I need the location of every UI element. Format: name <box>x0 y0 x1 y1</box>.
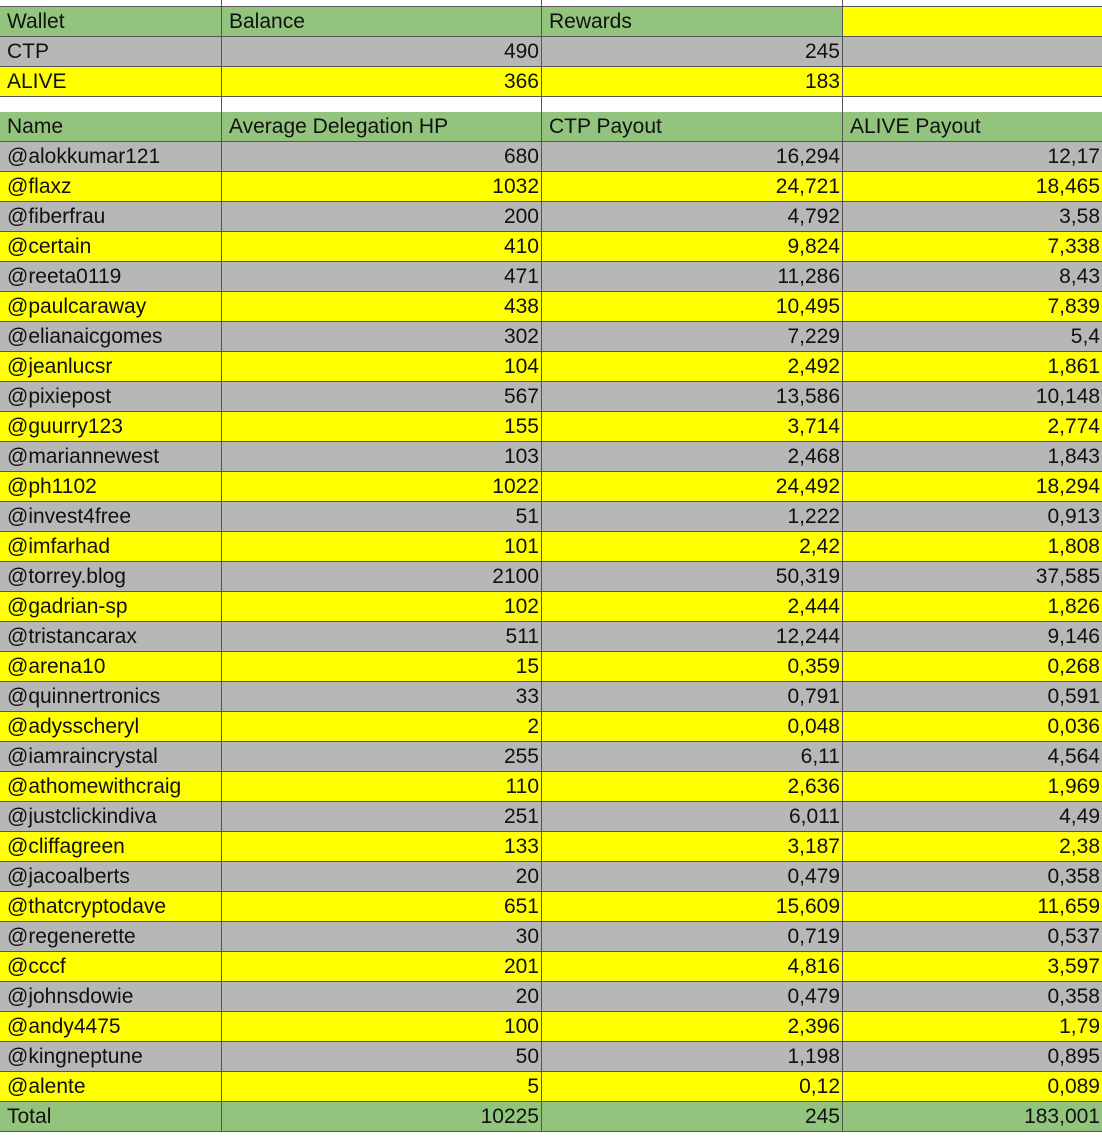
hp-cell[interactable]: 1032 <box>222 172 542 202</box>
blank-header-cell[interactable] <box>843 7 1102 37</box>
total-ctp-cell[interactable]: 245 <box>542 1102 843 1132</box>
payout-header-row <box>0 112 1102 142</box>
alive-payout-cell[interactable]: 0,913 <box>843 502 1102 532</box>
name-cell[interactable]: @athomewithcraig <box>0 772 222 802</box>
ctp-payout-cell[interactable]: 1,198 <box>542 1042 843 1072</box>
alive-payout-cell[interactable]: 0,895 <box>843 1042 1102 1072</box>
rewards-cell[interactable]: 245 <box>542 37 843 67</box>
name-cell[interactable]: @regenerette <box>0 922 222 952</box>
name-cell[interactable]: @cccf <box>0 952 222 982</box>
table-row <box>0 382 1102 412</box>
table-row <box>0 562 1102 592</box>
blank-cell[interactable] <box>222 0 542 7</box>
alive-payout-cell[interactable]: 18,294 <box>843 472 1102 502</box>
hp-cell[interactable]: 567 <box>222 382 542 412</box>
name-cell[interactable]: @mariannewest <box>0 442 222 472</box>
name-cell[interactable]: @guurry123 <box>0 412 222 442</box>
table-row <box>0 532 1102 562</box>
name-cell[interactable]: @arena10 <box>0 652 222 682</box>
ctp-payout-cell[interactable]: 0,791 <box>542 682 843 712</box>
table-row <box>0 1072 1102 1102</box>
name-cell[interactable]: @tristancarax <box>0 622 222 652</box>
ctp-payout-cell[interactable]: 6,011 <box>542 802 843 832</box>
hp-cell[interactable]: 50 <box>222 1042 542 1072</box>
ctp-payout-cell[interactable]: 24,492 <box>542 472 843 502</box>
name-cell[interactable]: @thatcryptodave <box>0 892 222 922</box>
ctp-payout-cell[interactable]: 0,479 <box>542 982 843 1012</box>
table-row <box>0 712 1102 742</box>
hp-cell[interactable]: 20 <box>222 862 542 892</box>
wallet-row-alive <box>0 67 1102 97</box>
blank-cell[interactable] <box>843 67 1102 97</box>
ctp-payout-cell[interactable]: 13,586 <box>542 382 843 412</box>
hp-cell[interactable]: 302 <box>222 322 542 352</box>
table-row <box>0 832 1102 862</box>
name-cell[interactable]: @certain <box>0 232 222 262</box>
name-cell[interactable]: @gadrian-sp <box>0 592 222 622</box>
table-row <box>0 652 1102 682</box>
name-cell[interactable]: @quinnertronics <box>0 682 222 712</box>
total-row <box>0 1102 1102 1132</box>
name-cell[interactable]: @reeta0119 <box>0 262 222 292</box>
name-cell[interactable]: @elianaicgomes <box>0 322 222 352</box>
hp-cell[interactable]: 255 <box>222 742 542 772</box>
alive-payout-cell[interactable]: 8,43 <box>843 262 1102 292</box>
ctp-payout-cell[interactable]: 3,187 <box>542 832 843 862</box>
hp-cell[interactable]: 133 <box>222 832 542 862</box>
alive-payout-cell[interactable]: 0,591 <box>843 682 1102 712</box>
hp-header-cell[interactable]: Average Delegation HP <box>222 112 542 142</box>
name-cell[interactable]: @justclickindiva <box>0 802 222 832</box>
alive-payout-cell[interactable]: 37,585 <box>843 562 1102 592</box>
hp-cell[interactable]: 200 <box>222 202 542 232</box>
hp-cell[interactable]: 410 <box>222 232 542 262</box>
alive-payout-cell[interactable]: 11,659 <box>843 892 1102 922</box>
name-cell[interactable]: @invest4free <box>0 502 222 532</box>
hp-cell[interactable]: 30 <box>222 922 542 952</box>
table-row <box>0 772 1102 802</box>
table-row <box>0 322 1102 352</box>
hp-cell[interactable]: 155 <box>222 412 542 442</box>
name-header-cell[interactable]: Name <box>0 112 222 142</box>
wallet-name-cell[interactable]: CTP <box>0 37 222 67</box>
top-strip <box>0 0 1102 7</box>
table-row <box>0 862 1102 892</box>
name-cell[interactable]: @pixiepost <box>0 382 222 412</box>
name-cell[interactable]: @kingneptune <box>0 1042 222 1072</box>
ctp-payout-cell[interactable]: 15,609 <box>542 892 843 922</box>
alive-payout-cell[interactable]: 18,465 <box>843 172 1102 202</box>
alive-payout-cell[interactable]: 1,826 <box>843 592 1102 622</box>
hp-cell[interactable]: 100 <box>222 1012 542 1042</box>
ctp-payout-cell[interactable]: 1,222 <box>542 502 843 532</box>
name-cell[interactable]: @flaxz <box>0 172 222 202</box>
ctp-payout-cell[interactable]: 4,792 <box>542 202 843 232</box>
hp-cell[interactable]: 471 <box>222 262 542 292</box>
rewards-header-cell[interactable]: Rewards <box>542 7 843 37</box>
ctp-payout-cell[interactable]: 0,359 <box>542 652 843 682</box>
balance-header-cell[interactable]: Balance <box>222 7 542 37</box>
alive-payout-cell[interactable]: 0,358 <box>843 982 1102 1012</box>
name-cell[interactable]: @alokkumar121 <box>0 142 222 172</box>
alive-payout-cell[interactable]: 1,843 <box>843 442 1102 472</box>
table-row <box>0 952 1102 982</box>
table-row <box>0 1012 1102 1042</box>
ctp-payout-cell[interactable]: 0,048 <box>542 712 843 742</box>
alive-payout-cell[interactable]: 0,036 <box>843 712 1102 742</box>
ctp-payout-cell[interactable]: 2,636 <box>542 772 843 802</box>
ctp-payout-cell[interactable]: 2,468 <box>542 442 843 472</box>
alive-payout-cell[interactable]: 1,808 <box>843 532 1102 562</box>
hp-cell[interactable]: 102 <box>222 592 542 622</box>
table-row <box>0 172 1102 202</box>
name-cell[interactable]: @adysscheryl <box>0 712 222 742</box>
hp-cell[interactable]: 110 <box>222 772 542 802</box>
alive-payout-cell[interactable]: 0,537 <box>843 922 1102 952</box>
hp-cell[interactable]: 651 <box>222 892 542 922</box>
alive-payout-cell[interactable]: 2,774 <box>843 412 1102 442</box>
alive-payout-cell[interactable]: 4,49 <box>843 802 1102 832</box>
hp-cell[interactable]: 33 <box>222 682 542 712</box>
alive-payout-cell[interactable]: 0,358 <box>843 862 1102 892</box>
ctp-payout-cell[interactable]: 6,11 <box>542 742 843 772</box>
table-row <box>0 622 1102 652</box>
alive-payout-cell[interactable]: 1,79 <box>843 1012 1102 1042</box>
table-row <box>0 742 1102 772</box>
alive-payout-cell[interactable]: 10,148 <box>843 382 1102 412</box>
ctp-payout-cell[interactable]: 2,444 <box>542 592 843 622</box>
hp-cell[interactable]: 101 <box>222 532 542 562</box>
blank-cell[interactable] <box>843 37 1102 67</box>
alive-payout-cell[interactable]: 1,861 <box>843 352 1102 382</box>
hp-cell[interactable]: 2 <box>222 712 542 742</box>
table-row <box>0 922 1102 952</box>
wallet-header-cell[interactable]: Wallet <box>0 7 222 37</box>
hp-cell[interactable]: 438 <box>222 292 542 322</box>
table-row <box>0 592 1102 622</box>
hp-cell[interactable]: 20 <box>222 982 542 1012</box>
alive-payout-cell[interactable]: 12,17 <box>843 142 1102 172</box>
alive-payout-cell[interactable]: 1,969 <box>843 772 1102 802</box>
alive-payout-cell[interactable]: 9,146 <box>843 622 1102 652</box>
table-row <box>0 802 1102 832</box>
alive-payout-cell[interactable]: 2,38 <box>843 832 1102 862</box>
ctp-payout-cell[interactable]: 2,42 <box>542 532 843 562</box>
alive-payout-cell[interactable]: 7,839 <box>843 292 1102 322</box>
hp-cell[interactable]: 511 <box>222 622 542 652</box>
alive-payout-cell[interactable]: 3,597 <box>843 952 1102 982</box>
ctp-payout-header-cell[interactable]: CTP Payout <box>542 112 843 142</box>
name-cell[interactable]: @iamraincrystal <box>0 742 222 772</box>
table-row <box>0 982 1102 1012</box>
table-row <box>0 292 1102 322</box>
name-cell[interactable]: @torrey.blog <box>0 562 222 592</box>
name-cell[interactable]: @jeanlucsr <box>0 352 222 382</box>
ctp-payout-cell[interactable]: 9,824 <box>542 232 843 262</box>
alive-payout-header-cell[interactable]: ALIVE Payout <box>843 112 1102 142</box>
hp-cell[interactable]: 251 <box>222 802 542 832</box>
ctp-payout-cell[interactable]: 50,319 <box>542 562 843 592</box>
alive-payout-cell[interactable]: 5,4 <box>843 322 1102 352</box>
hp-cell[interactable]: 2100 <box>222 562 542 592</box>
alive-payout-cell[interactable]: 0,089 <box>843 1072 1102 1102</box>
table-row <box>0 892 1102 922</box>
hp-cell[interactable]: 201 <box>222 952 542 982</box>
name-cell[interactable]: @cliffagreen <box>0 832 222 862</box>
ctp-payout-cell[interactable]: 0,12 <box>542 1072 843 1102</box>
ctp-payout-cell[interactable]: 7,229 <box>542 322 843 352</box>
ctp-payout-cell[interactable]: 16,294 <box>542 142 843 172</box>
ctp-payout-cell[interactable]: 11,286 <box>542 262 843 292</box>
table-row <box>0 262 1102 292</box>
table-row <box>0 682 1102 712</box>
table-row <box>0 202 1102 232</box>
ctp-payout-cell[interactable]: 0,719 <box>542 922 843 952</box>
table-row <box>0 472 1102 502</box>
name-cell[interactable]: @imfarhad <box>0 532 222 562</box>
name-cell[interactable]: @paulcaraway <box>0 292 222 322</box>
name-cell[interactable]: @alente <box>0 1072 222 1102</box>
ctp-payout-cell[interactable]: 2,396 <box>542 1012 843 1042</box>
ctp-payout-cell[interactable]: 10,495 <box>542 292 843 322</box>
ctp-payout-cell[interactable]: 4,816 <box>542 952 843 982</box>
table-row <box>0 442 1102 472</box>
total-hp-cell[interactable]: 10225 <box>222 1102 542 1132</box>
hp-cell[interactable]: 103 <box>222 442 542 472</box>
name-cell[interactable]: @jacoalberts <box>0 862 222 892</box>
blank-cell[interactable] <box>843 0 1102 7</box>
alive-payout-cell[interactable]: 0,268 <box>843 652 1102 682</box>
wallet-header-row <box>0 7 1102 37</box>
table-row <box>0 1042 1102 1072</box>
hp-cell[interactable]: 15 <box>222 652 542 682</box>
table-row <box>0 232 1102 262</box>
name-cell[interactable]: @andy4475 <box>0 1012 222 1042</box>
ctp-payout-cell[interactable]: 0,479 <box>542 862 843 892</box>
hp-cell[interactable]: 51 <box>222 502 542 532</box>
name-cell[interactable]: @johnsdowie <box>0 982 222 1012</box>
rewards-cell[interactable]: 183 <box>542 67 843 97</box>
name-cell[interactable]: @fiberfrau <box>0 202 222 232</box>
total-label-cell[interactable]: Total <box>0 1102 222 1132</box>
hp-cell[interactable]: 680 <box>222 142 542 172</box>
table-row <box>0 412 1102 442</box>
alive-payout-cell[interactable]: 7,338 <box>843 232 1102 262</box>
ctp-payout-cell[interactable]: 3,714 <box>542 412 843 442</box>
wallet-row-ctp <box>0 37 1102 67</box>
balance-cell[interactable]: 490 <box>222 37 542 67</box>
hp-cell[interactable]: 5 <box>222 1072 542 1102</box>
hp-cell[interactable]: 104 <box>222 352 542 382</box>
alive-payout-cell[interactable]: 3,58 <box>843 202 1102 232</box>
blank-cell[interactable] <box>0 0 222 7</box>
name-cell[interactable]: @ph1102 <box>0 472 222 502</box>
blank-cell[interactable] <box>542 0 843 7</box>
wallet-name-cell[interactable]: ALIVE <box>0 67 222 97</box>
table-row <box>0 142 1102 172</box>
hp-cell[interactable]: 1022 <box>222 472 542 502</box>
alive-payout-cell[interactable]: 4,564 <box>843 742 1102 772</box>
total-alive-cell[interactable]: 183,001 <box>843 1102 1102 1132</box>
ctp-payout-cell[interactable]: 24,721 <box>542 172 843 202</box>
table-row <box>0 352 1102 382</box>
table-row <box>0 502 1102 532</box>
ctp-payout-cell[interactable]: 12,244 <box>542 622 843 652</box>
balance-cell[interactable]: 366 <box>222 67 542 97</box>
ctp-payout-cell[interactable]: 2,492 <box>542 352 843 382</box>
